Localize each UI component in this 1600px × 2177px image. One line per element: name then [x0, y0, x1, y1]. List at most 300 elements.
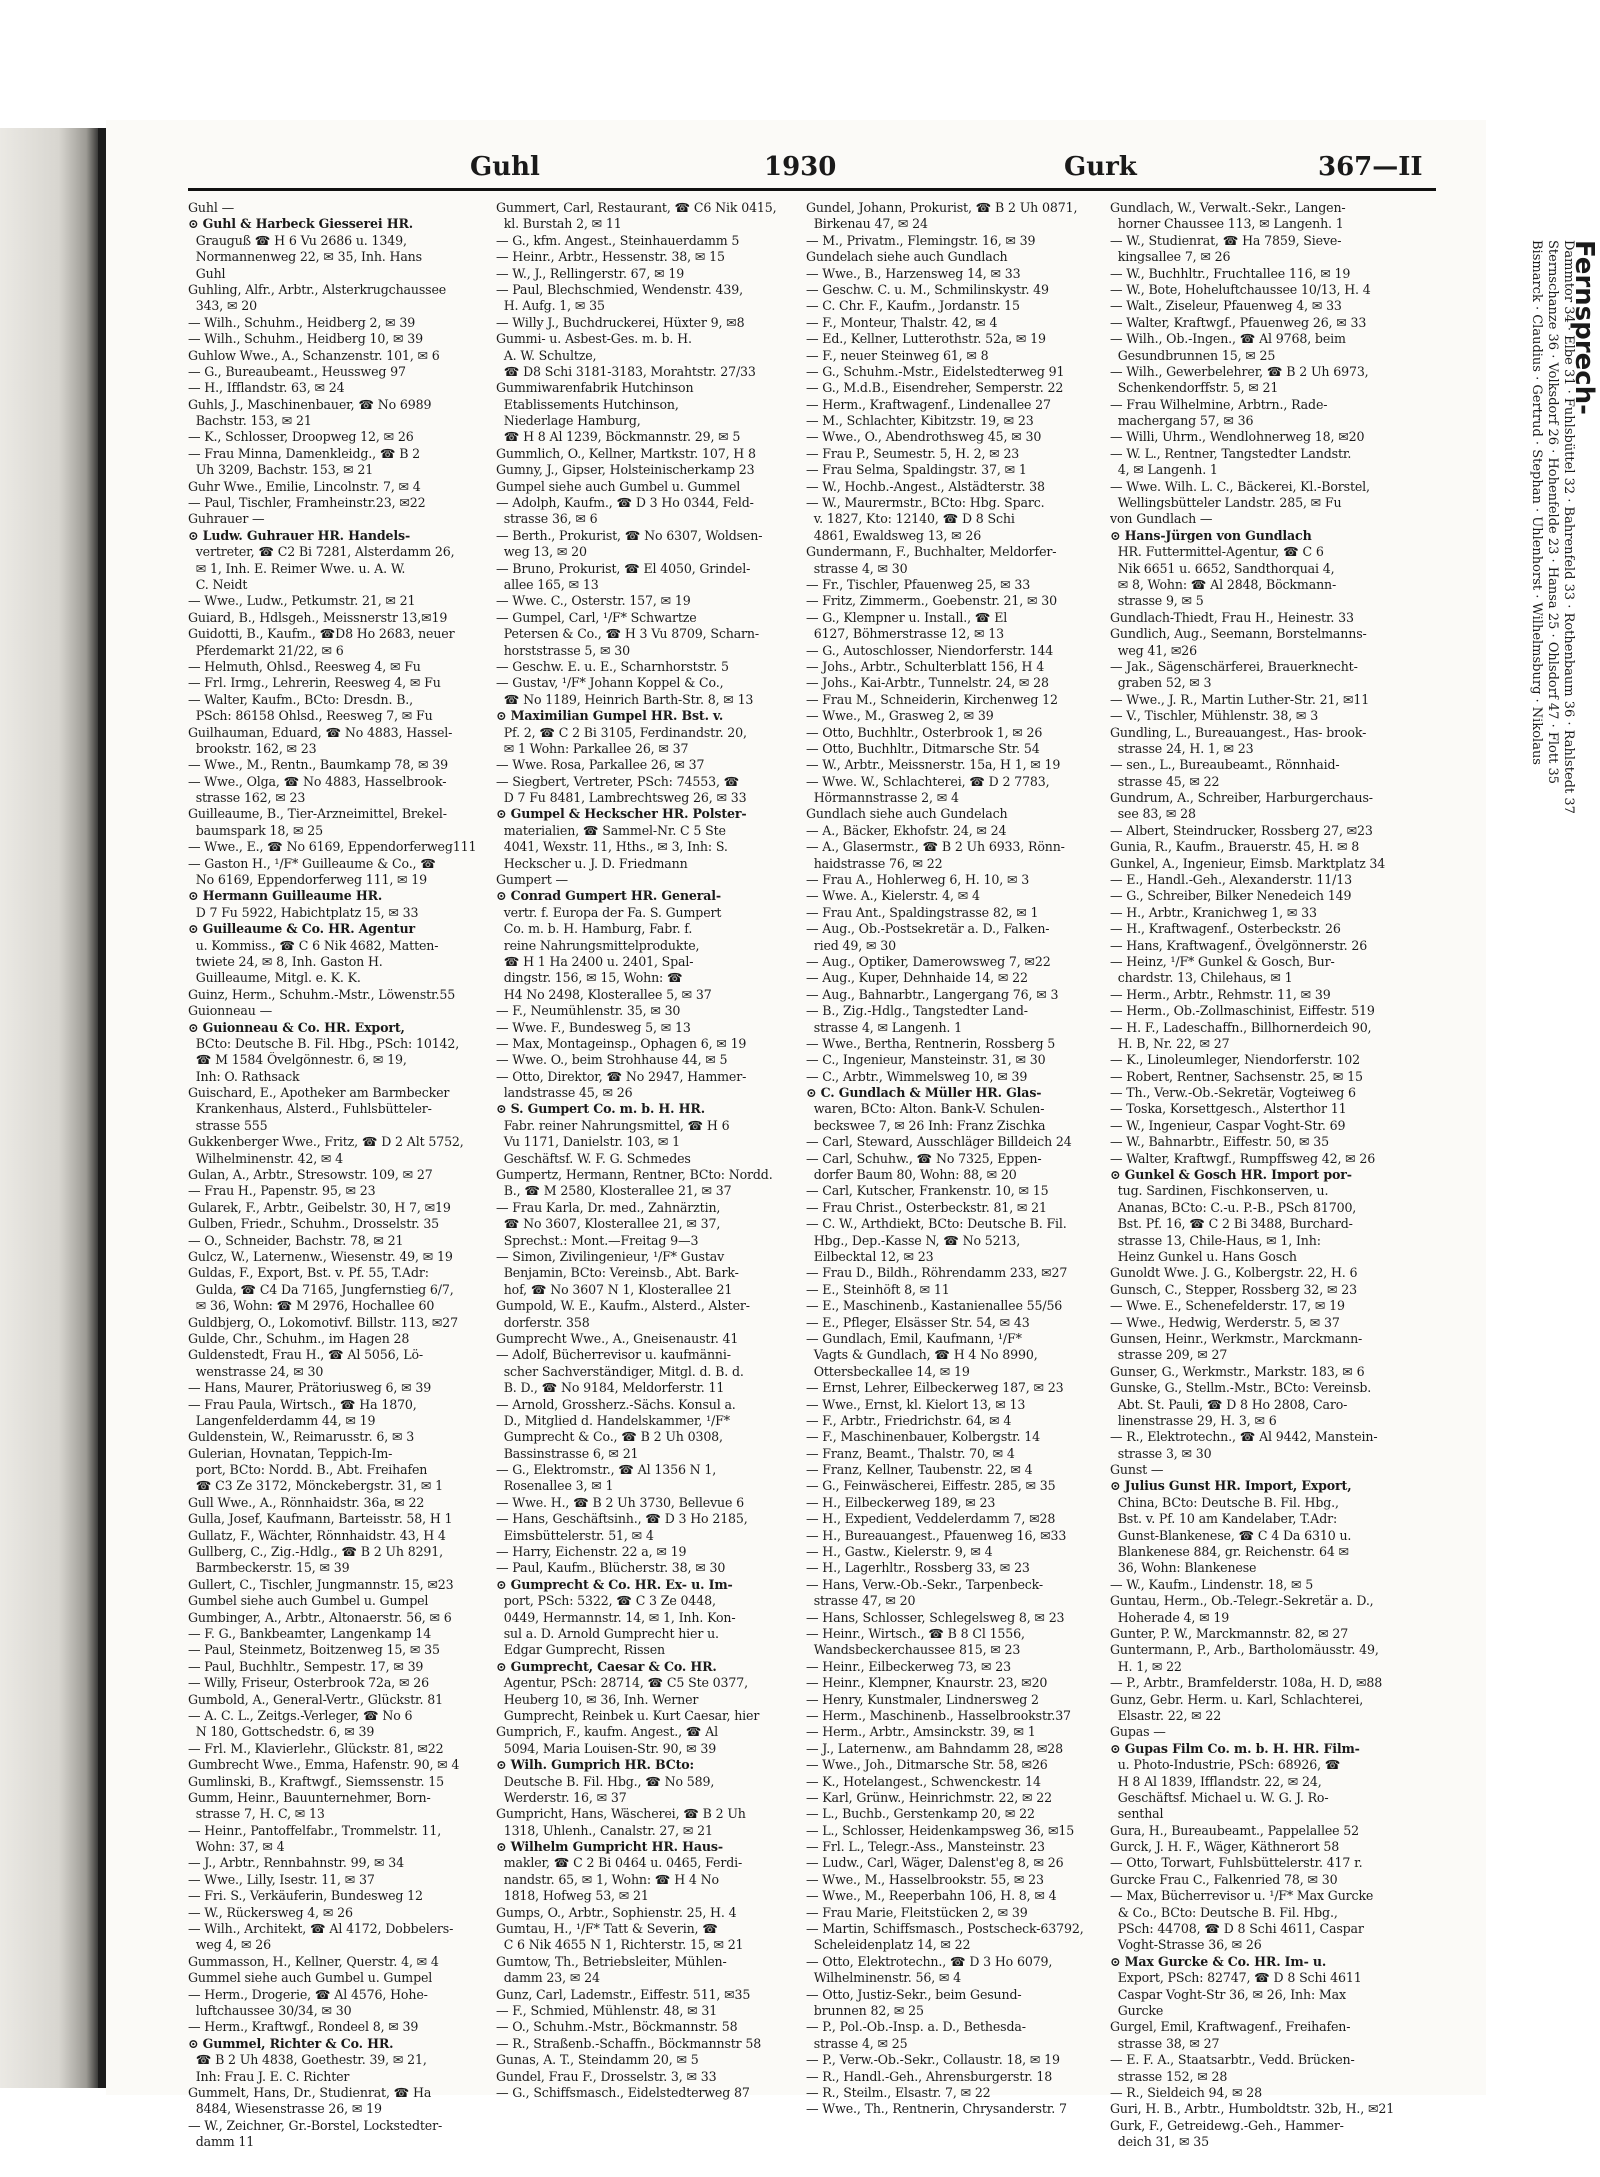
directory-entry-line: Gunst — [1110, 1462, 1164, 1478]
directory-entry-line: Etablissements Hutchinson, [496, 396, 679, 412]
directory-entry-line: — G., Feinwäscherei, Eiffestr. 285, ✉ 35 [806, 1478, 1056, 1494]
directory-entry-line: — Herm., Arbtr., Rehmstr. 11, ✉ 39 [1110, 986, 1331, 1002]
directory-entry-line: — Geschw. E. u. E., Scharnhorststr. 5 [496, 658, 729, 674]
directory-entry-line: Gullatz, F., Wächter, Rönnhaidstr. 43, H 4 [188, 1527, 446, 1543]
directory-entry-line: Gummlich, O., Kellner, Martkstr. 107, H 8 [496, 445, 756, 461]
directory-entry-line: Guinz, Herm., Schuhm.-Mstr., Löwenstr.55 [188, 986, 456, 1002]
directory-entry-line: Gumpertz, Hermann, Rentner, BCto: Nordd. [496, 1167, 773, 1183]
directory-entry-line: — Wwe. C., Osterstr. 157, ✉ 19 [496, 593, 691, 609]
directory-entry-line: Gummi- u. Asbest-Ges. m. b. H. [496, 331, 692, 347]
directory-entry-line: Gulben, Friedr., Schuhm., Drosselstr. 35 [188, 1216, 440, 1232]
directory-entry-line: Hörmannstrasse 2, ✉ 4 [806, 790, 959, 806]
directory-entry-line: — A. C. L., Zeitgs.-Verleger, ☎ No 6 [188, 1707, 413, 1723]
directory-entry-line: ⊙ Wilh. Gumprich HR. BCto: [496, 1757, 695, 1773]
directory-entry-line: — Wwe., Bertha, Rentnerin, Rossberg 5 [806, 1035, 1056, 1051]
directory-entry-line: Gunz, Gebr. Herm. u. Karl, Schlachterei, [1110, 1691, 1364, 1707]
running-head-right: Gurk [1064, 152, 1137, 182]
directory-entry-line: — C., Arbtr., Wimmelsweg 10, ✉ 39 [806, 1068, 1028, 1084]
directory-entry-line: — R., Straßenb.-Schaffn., Böckmannstr 58 [496, 2035, 762, 2051]
directory-entry-line: — Bruno, Prokurist, ☎ El 4050, Grindel- [496, 560, 751, 576]
directory-entry-line: haidstrasse 76, ✉ 22 [806, 855, 943, 871]
directory-entry-line: — Frl. Irmg., Lehrerin, Reesweg 4, ✉ Fu [188, 675, 441, 691]
directory-entry-line: kingsallee 7, ✉ 26 [1110, 249, 1231, 265]
directory-entry-line: — Frau M., Schneiderin, Kirchenweg 12 [806, 691, 1058, 707]
directory-entry-line: Guhlow Wwe., A., Schanzenstr. 101, ✉ 6 [188, 347, 440, 363]
directory-entry-line: — F., Neumühlenstr. 35, ✉ 30 [496, 1003, 681, 1019]
directory-entry-line: Guionneau — [188, 1003, 273, 1019]
directory-entry-line: Gumpert — [496, 872, 568, 888]
directory-entry-line: — Gundlach, Emil, Kaufmann, ¹/F* [806, 1330, 1022, 1346]
directory-entry-line: 8484, Wiesenstrasse 26, ✉ 19 [188, 2101, 382, 2117]
directory-entry-line: Guilhauman, Eduard, ☎ No 4883, Hassel- [188, 724, 453, 740]
directory-entry-line: damm 23, ✉ 24 [496, 1970, 600, 1986]
directory-entry-line: — V., Tischler, Mühlenstr. 38, ✉ 3 [1110, 708, 1319, 724]
directory-entry-line: — K., Hotelangest., Schwenckestr. 14 [806, 1773, 1041, 1789]
directory-entry-line: — Franz, Beamt., Thalstr. 70, ✉ 4 [806, 1445, 1015, 1461]
directory-entry-line: A. W. Schultze, [496, 347, 597, 363]
directory-entry-line: Niederlage Hamburg, [496, 413, 641, 429]
directory-entry-line: — Robert, Rentner, Sachsenstr. 25, ✉ 15 [1110, 1068, 1363, 1084]
column-2 [496, 200, 794, 2101]
directory-entry-line: Heinz Gunkel u. Hans Gosch [1110, 1249, 1297, 1264]
directory-entry-line: Rosenallee 3, ✉ 1 [496, 1478, 614, 1494]
directory-entry-line: — P., Verw.-Ob.-Sekr., Collaustr. 18, ✉ 19 [806, 2052, 1060, 2068]
directory-entry-line: Inh: O. Rathsack [188, 1068, 300, 1084]
directory-entry-line: Gurck, J. H. F., Wäger, Käthnerort 58 [1110, 1839, 1340, 1855]
directory-entry-line: dorferstr. 358 [496, 1314, 590, 1330]
directory-entry-line: makler, ☎ C 2 Bi 0464 u. 0465, Ferdi- [496, 1855, 743, 1871]
directory-entry-line: Gummelt, Hans, Dr., Studienrat, ☎ Ha [188, 2084, 432, 2100]
directory-entry-line: u. Photo-Industrie, PSch: 68926, ☎ [1110, 1757, 1341, 1773]
directory-entry-line: PSch: 86158 Ohlsd., Reesweg 7, ✉ Fu [188, 708, 433, 724]
directory-entry-line: — Johs., Kai-Arbtr., Tunnelstr. 24, ✉ 28 [806, 675, 1049, 691]
directory-entry-line: — Wwe., M., Reeperbahn 106, H. 8, ✉ 4 [806, 1888, 1057, 1904]
directory-entry-line: — Siegbert, Vertreter, PSch: 74553, ☎ [496, 773, 740, 789]
directory-entry-line: — Herm., Arbtr., Amsinckstr. 39, ✉ 1 [806, 1724, 1036, 1740]
directory-entry-line: ⊙ Ludw. Guhrauer HR. Handels- [188, 527, 411, 543]
directory-entry-line: Geschäftsf. W. F. G. Schmedes [496, 1150, 691, 1166]
directory-entry-line: China, BCto: Deutsche B. Fil. Hbg., [1110, 1494, 1339, 1510]
directory-entry-line: ⊙ Gumpel & Heckscher HR. Polster- [496, 806, 747, 822]
sidebar-title: Fernsprech- [1569, 240, 1599, 415]
directory-entry-line: Deutsche B. Fil. Hbg., ☎ No 589, [496, 1773, 715, 1789]
directory-entry-line: — Frl. M., Klavierlehr., Glückstr. 81, ✉22 [188, 1740, 444, 1756]
directory-entry-line: & Co., BCto: Deutsche B. Fil. Hbg., [1110, 1904, 1338, 1920]
directory-entry-line: Gundel, Johann, Prokurist, ☎ B 2 Uh 0871, [806, 200, 1078, 215]
directory-entry-line: port, BCto: Nordd. B., Abt. Freihafen [188, 1462, 428, 1478]
directory-entry-line: Hoherade 4, ✉ 19 [1110, 1609, 1230, 1625]
directory-entry-line: — Hans, Verw.-Ob.-Sekr., Tarpenbeck- [806, 1576, 1044, 1592]
directory-entry-line: Gunas, A. T., Steindamm 20, ✉ 5 [496, 2052, 699, 2068]
sidebar-line: Sternschanze 36 · Volksdorf 26 · Hohenfelde 23 · Hansa 25 · Ohlsdorf 47 · Flott 35 [1545, 240, 1560, 784]
directory-entry-line: — W., Arbtr., Meissnerstr. 15a, H 1, ✉ 19 [806, 757, 1061, 773]
directory-entry-line: — Helmuth, Ohlsd., Reesweg 4, ✉ Fu [188, 658, 421, 674]
directory-entry-line: Gumps, O., Arbtr., Sophienstr. 25, H. 4 [496, 1904, 737, 1920]
directory-entry-line: — G., kfm. Angest., Steinhauerdamm 5 [496, 232, 740, 248]
directory-entry-line: — K., Linoleumleger, Niendorferstr. 102 [1110, 1052, 1361, 1068]
directory-entry-line: PSch: 44708, ☎ D 8 Schi 4611, Caspar [1110, 1921, 1364, 1937]
directory-entry-line: — Frau Marie, Fleitstücken 2, ✉ 39 [806, 1904, 1028, 1920]
directory-entry-line: N 180, Gottschedstr. 6, ✉ 39 [188, 1724, 375, 1740]
directory-entry-line: — Heinz, ¹/F* Gunkel & Gosch, Bur- [1110, 953, 1335, 969]
directory-entry-line: C. Neidt [188, 576, 248, 592]
directory-entry-line: — W., Bahnarbtr., Eiffestr. 50, ✉ 35 [1110, 1134, 1330, 1150]
directory-entry-line: — G., Schuhm.-Mstr., Eidelstedterweg 91 [806, 363, 1065, 379]
directory-entry-line: Guldenstein, W., Reimarusstr. 6, ✉ 3 [188, 1429, 415, 1445]
directory-entry-line: Guhling, Alfr., Arbtr., Alsterkrugchaussee [188, 281, 447, 297]
directory-entry-line: ⊙ Guilleaume & Co. HR. Agentur [188, 921, 415, 937]
directory-entry-line: brunnen 82, ✉ 25 [806, 2002, 924, 2018]
directory-entry-line: HR. Futtermittel-Agentur, ☎ C 6 [1110, 544, 1324, 560]
directory-entry-line: — sen., L., Bureaubeamt., Rönnhaid- [1110, 757, 1340, 773]
directory-entry-line: — Gaston H., ¹/F* Guilleaume & Co., ☎ [188, 855, 436, 871]
directory-entry-line: — J., Laternenw., am Bahndamm 28, ✉28 [806, 1740, 1064, 1756]
directory-entry-line: Gunsch, C., Stepper, Rossberg 32, ✉ 23 [1110, 1281, 1357, 1297]
directory-entry-line: — W., Studienrat, ☎ Ha 7859, Sieve- [1110, 232, 1342, 248]
directory-entry-line: Export, PSch: 82747, ☎ D 8 Schi 4611 [1110, 1970, 1362, 1986]
directory-entry-line: 1318, Uhlenh., Canalstr. 27, ✉ 21 [496, 1822, 713, 1838]
directory-entry-line: Guhls, J., Maschinenbauer, ☎ No 6989 [188, 396, 432, 412]
directory-entry-line: — Frau Karla, Dr. med., Zahnärztin, [496, 1199, 721, 1215]
directory-entry-line: Gundling, L., Bureauangest., Has- brook- [1110, 724, 1367, 740]
directory-entry-line: — Walter, Kaufm., BCto: Dresdn. B., [188, 691, 414, 707]
directory-entry-line: H. B, Nr. 22, ✉ 27 [1110, 1035, 1230, 1051]
directory-entry-line: nandstr. 65, ✉ 1, Wohn: ☎ H 4 No [496, 1871, 719, 1887]
directory-entry-line: Gunkel, A., Ingenieur, Eimsb. Marktplatz 34 [1110, 855, 1386, 871]
directory-entry-line: — Martin, Schiffsmasch., Postscheck-63792, [806, 1921, 1084, 1937]
directory-entry-line: H4 No 2498, Klosterallee 5, ✉ 37 [496, 986, 712, 1002]
directory-entry-line: Gumpricht, Hans, Wäscherei, ☎ B 2 Uh [496, 1806, 746, 1822]
directory-entry-line: — Herm., Maschinenb., Hasselbrookstr.37 [806, 1707, 1071, 1723]
directory-entry-line: — Harry, Eichenstr. 22 a, ✉ 19 [496, 1544, 687, 1560]
directory-entry-line: Blankenese 884, gr. Reichenstr. 64 ✉ [1110, 1544, 1349, 1560]
directory-entry-line: — Adolph, Kaufm., ☎ D 3 Ho 0344, Feld- [496, 495, 754, 511]
directory-entry-line: — L., Schlosser, Heidenkampsweg 36, ✉15 [806, 1822, 1075, 1838]
directory-entry-line: Gumtow, Th., Betriebsleiter, Mühlen- [496, 1953, 727, 1969]
directory-entry-line: — Toska, Korsettgesch., Alsterthor 11 [1110, 1101, 1347, 1117]
directory-entry-line: wenstrasse 24, ✉ 30 [188, 1363, 324, 1379]
directory-entry-line: — Wwe. Rosa, Parkallee 26, ✉ 37 [496, 757, 705, 773]
directory-entry-line: 6127, Böhmerstrasse 12, ✉ 13 [806, 626, 1004, 642]
directory-entry-line: — Willi, Uhrm., Wendlohnerweg 18, ✉20 [1110, 429, 1365, 445]
directory-entry-line: Bassinstrasse 6, ✉ 21 [496, 1445, 639, 1461]
directory-entry-line: ⊙ Gummel, Richter & Co. HR. [188, 2035, 394, 2051]
directory-entry-line: strasse 209, ✉ 27 [1110, 1347, 1228, 1363]
directory-entry-line: — Wwe. W., Schlachterei, ☎ D 2 7783, [806, 773, 1050, 789]
directory-entry-line: — R., Steilm., Elsastr. 7, ✉ 22 [806, 2084, 991, 2100]
directory-entry-line: H. Aufg. 1, ✉ 35 [496, 298, 605, 314]
directory-entry-line: — Frl. L., Telegr.-Ass., Mansteinstr. 23 [806, 1839, 1045, 1855]
directory-entry-line: — W., Zeichner, Gr.-Borstel, Lockstedter- [188, 2117, 443, 2133]
directory-entry-line: sul a. D. Arnold Gumprecht hier u. [496, 1625, 719, 1641]
directory-entry-line: Gumtau, H., ¹/F* Tatt & Severin, ☎ [496, 1921, 718, 1937]
directory-entry-line: Guldas, F., Export, Bst. v. Pf. 55, T.Adr: [188, 1265, 429, 1281]
directory-entry-line: vertreter, ☎ C2 Bi 7281, Alsterdamm 26, [188, 544, 455, 560]
directory-entry-line: — Aug., Bahnarbtr., Langergang 76, ✉ 3 [806, 986, 1059, 1002]
directory-entry-line: Gummert, Carl, Restaurant, ☎ C6 Nik 0415, [496, 200, 777, 215]
directory-entry-line: Sprechst.: Mont.—Freitag 9—3 [496, 1232, 699, 1248]
directory-entry-line: — Wilh., Schuhm., Heidberg 2, ✉ 39 [188, 314, 416, 330]
directory-entry-line: — Paul, Kaufm., Blücherstr. 38, ✉ 30 [496, 1560, 726, 1576]
directory-entry-line: — Wwe., Th., Rentnerin, Chrysanderstr. 7 [806, 2101, 1067, 2117]
directory-entry-line: — Aug., Optiker, Damerowsweg 7, ✉22 [806, 953, 1051, 969]
directory-entry-line: Gunia, R., Kaufm., Brauerstr. 45, H. ✉ 8 [1110, 839, 1360, 855]
directory-entry-line: Edgar Gumprecht, Rissen [496, 1642, 665, 1658]
directory-entry-line: Co. m. b. H. Hamburg, Fabr. f. [496, 921, 693, 937]
directory-entry-line: ⊙ Gupas Film Co. m. b. H. HR. Film- [1110, 1740, 1360, 1756]
directory-entry-line: — B., Zig.-Hdlg., Tangstedter Land- [806, 1003, 1028, 1019]
directory-entry-line: waren, BCto: Alton. Bank-V. Schulen- [806, 1101, 1045, 1117]
directory-entry-line: ⊙ Gumprecht & Co. HR. Ex- u. Im- [496, 1576, 733, 1592]
directory-entry-line: Gulda, ☎ C4 Da 7165, Jungfernstieg 6/7, [188, 1281, 454, 1297]
directory-entry-line: Gunoldt Wwe. J. G., Kolbergstr. 22, H. 6 [1110, 1265, 1358, 1281]
directory-entry-line: Gunter, P. W., Marckmannstr. 82, ✉ 27 [1110, 1625, 1349, 1641]
directory-entry-line: ☎ H 8 Al 1239, Böckmannstr. 29, ✉ 5 [496, 429, 741, 445]
directory-entry-line: — Hans, Schlosser, Schlegelsweg 8, ✉ 23 [806, 1609, 1065, 1625]
directory-entry-line: — W., J., Rellingerstr. 67, ✉ 19 [496, 265, 685, 281]
directory-entry-line: — Otto, Buchhltr., Ditmarsche Str. 54 [806, 740, 1040, 756]
directory-entry-line: horststrasse 5, ✉ 30 [496, 642, 630, 658]
directory-entry-line: dingstr. 156, ✉ 15, Wohn: ☎ [496, 970, 683, 986]
directory-entry-line: — Walt., Ziseleur, Pfauenweg 4, ✉ 33 [1110, 298, 1342, 314]
directory-entry-line: von Gundlach — [1110, 511, 1213, 527]
directory-entry-line: — E., Steinhöft 8, ✉ 11 [806, 1281, 950, 1297]
directory-entry-line: Gundlich, Aug., Seemann, Borstelmanns- [1110, 626, 1367, 642]
directory-entry-line: — Wwe., M., Rentn., Baumkamp 78, ✉ 39 [188, 757, 448, 773]
directory-entry-line: ⊙ Guionneau & Co. HR. Export, [188, 1019, 405, 1035]
directory-entry-line: — Frau Paula, Wirtsch., ☎ Ha 1870, [188, 1396, 417, 1412]
directory-entry-line: — Henry, Kunstmaler, Lindnersweg 2 [806, 1691, 1039, 1707]
directory-entry-line: — W., Kaufm., Lindenstr. 18, ✉ 5 [1110, 1576, 1314, 1592]
directory-entry-line: — R., Elektrotechn., ☎ Al 9442, Manstein- [1110, 1429, 1378, 1445]
directory-entry-line: — G., Schreiber, Bilker Nenedeich 149 [1110, 888, 1352, 904]
directory-entry-line: graben 52, ✉ 3 [1110, 675, 1212, 691]
directory-entry-line: — F., Arbtr., Friedrichstr. 64, ✉ 4 [806, 1412, 1012, 1428]
directory-entry-line: Gurgel, Emil, Kraftwagenf., Freihafen- [1110, 2019, 1351, 2035]
directory-entry-line: Vagts & Gundlach, ☎ H 4 No 8990, [806, 1347, 1038, 1363]
directory-entry-line: — H., Gastw., Kielerstr. 9, ✉ 4 [806, 1544, 993, 1560]
directory-entry-line: — E., Pfleger, Elsässer Str. 54, ✉ 43 [806, 1314, 1030, 1330]
directory-entry-line: Gummiwarenfabrik Hutchinson [496, 380, 694, 396]
directory-entry-line: — O., Schneider, Bachstr. 78, ✉ 21 [188, 1232, 404, 1248]
directory-entry-line: Bachstr. 153, ✉ 21 [188, 413, 312, 429]
directory-entry-line: ✉ 1 Wohn: Parkallee 26, ✉ 37 [496, 740, 689, 756]
directory-entry-line: Schenkendorffstr. 5, ✉ 21 [1110, 380, 1279, 396]
directory-entry-line: — Geschw. C. u. M., Schmilinskystr. 49 [806, 281, 1049, 297]
directory-entry-line: ⊙ Gumprecht, Caesar & Co. HR. [496, 1658, 717, 1674]
directory-entry-line: ☎ No 1189, Heinrich Barth-Str. 8, ✉ 13 [496, 691, 754, 707]
directory-entry-line: Eimsbüttelerstr. 51, ✉ 4 [496, 1527, 654, 1543]
directory-entry-line: — Wwe., O., Abendrothsweg 45, ✉ 30 [806, 429, 1042, 445]
directory-entry-line: Gulerian, Hovnatan, Teppich-Im- [188, 1445, 393, 1461]
directory-entry-line: Bst. Pf. 16, ☎ C 2 Bi 3488, Burchard- [1110, 1216, 1353, 1232]
directory-entry-line: — W., Buchhltr., Fruchtallee 116, ✉ 19 [1110, 265, 1351, 281]
directory-entry-line: — C. Chr. F., Kaufm., Jordanstr. 15 [806, 298, 1020, 314]
directory-entry-line: — H., Kraftwagenf., Osterbeckstr. 26 [1110, 921, 1341, 937]
directory-entry-line: — Heinr., Pantoffelfabr., Trommelstr. 11, [188, 1822, 442, 1838]
directory-entry-line: materialien, ☎ Sammel-Nr. C 5 Ste [496, 822, 726, 838]
directory-entry-line: senthal [1110, 1806, 1164, 1822]
directory-entry-line: — Aug., Ob.-Postsekretär a. D., Falken- [806, 921, 1050, 937]
directory-entry-line: — Otto, Torwart, Fuhlsbüttelerstr. 417 r. [1110, 1855, 1363, 1871]
directory-entry-line: — Heinr., Klempner, Knaurstr. 23, ✉20 [806, 1675, 1048, 1691]
directory-entry-line: ⊙ Maximilian Gumpel HR. Bst. v. [496, 708, 724, 724]
directory-entry-line: Gumpel siehe auch Gumbel u. Gummel [496, 478, 741, 494]
directory-entry-line: Gumlinski, B., Kraftwgf., Siemssenstr. 15 [188, 1773, 444, 1789]
directory-entry-line: — F., Maschinenbauer, Kolbergstr. 14 [806, 1429, 1040, 1445]
directory-entry-line: u. Kommiss., ☎ C 6 Nik 4682, Matten- [188, 937, 439, 953]
directory-entry-line: — M., Privatm., Flemingstr. 16, ✉ 39 [806, 232, 1036, 248]
directory-entry-line: — G., Autoschlosser, Niendorferstr. 144 [806, 642, 1054, 658]
directory-entry-line: — C., Ingenieur, Mansteinstr. 31, ✉ 30 [806, 1052, 1046, 1068]
directory-entry-line: — A., Bäcker, Ekhofstr. 24, ✉ 24 [806, 822, 1007, 838]
directory-entry-line: — Adolf, Bücherrevisor u. kaufmänni- [496, 1347, 731, 1363]
directory-entry-line: — H., Lagerhltr., Rossberg 33, ✉ 23 [806, 1560, 1030, 1576]
directory-entry-line: — Hans, Maurer, Prätoriusweg 6, ✉ 39 [188, 1380, 432, 1396]
directory-entry-line: — Wwe., E., ☎ No 6169, Eppendorferweg111 [188, 839, 477, 855]
directory-entry-line: — Frau Ant., Spaldingstrasse 82, ✉ 1 [806, 904, 1039, 920]
directory-entry-line: ⊙ C. Gundlach & Müller HR. Glas- [806, 1085, 1042, 1101]
directory-entry-line: strasse 4, ✉ 30 [806, 560, 908, 576]
directory-entry-line: Gumprecht & Co., ☎ B 2 Uh 0308, [496, 1429, 723, 1445]
directory-entry-line: — W., Rückersweg 4, ✉ 26 [188, 1904, 353, 1920]
directory-entry-line: — Willy, Friseur, Osterbrook 72a, ✉ 26 [188, 1675, 429, 1691]
directory-entry-line: — Wwe. F., Bundesweg 5, ✉ 13 [496, 1019, 691, 1035]
directory-entry-line: Guilleaume, B., Tier-Arzneimittel, Brekel- [188, 806, 447, 822]
directory-entry-line: — F., neuer Steinweg 61, ✉ 8 [806, 347, 989, 363]
directory-entry-line: — W. L., Rentner, Tangstedter Landstr. [1110, 445, 1352, 461]
sidebar-line: Bismarck · Claudius · Gertrud · Stephan · Uhlenhorst · Wilhelmsburg · Nikolaus [1529, 240, 1544, 765]
directory-entry-line: — Heinr., Eilbeckerweg 73, ✉ 23 [806, 1658, 1011, 1674]
directory-entry-line: strasse 38, ✉ 27 [1110, 2035, 1220, 2051]
directory-entry-line: B. D., ☎ No 9184, Meldorferstr. 11 [496, 1380, 725, 1396]
directory-entry-line: — M., Schlachter, Kibitzstr. 19, ✉ 23 [806, 413, 1034, 429]
directory-entry-line: — O., Schuhm.-Mstr., Böckmannstr. 58 [496, 2019, 738, 2035]
column-3 [806, 200, 1102, 2118]
directory-entry-line: — H., Arbtr., Kranichweg 1, ✉ 33 [1110, 904, 1317, 920]
directory-entry-line: Heuberg 10, ✉ 36, Inh. Werner [496, 1691, 699, 1707]
directory-entry-line: — Ernst, Lehrer, Eilbeckerweg 187, ✉ 23 [806, 1380, 1064, 1396]
directory-entry-line: — Hans, Geschäftsinh., ☎ D 3 Ho 2185, [496, 1511, 748, 1527]
directory-entry-line: — Gumpel, Carl, ¹/F* Schwartze [496, 609, 697, 625]
directory-entry-line: Gurk, F., Getreidewg.-Geh., Hammer- [1110, 2117, 1344, 2133]
directory-entry-line: see 83, ✉ 28 [1110, 806, 1196, 822]
directory-entry-line: Gumbold, A., General-Vertr., Glückstr. 81 [188, 1691, 443, 1707]
directory-entry-line: Voght-Strasse 36, ✉ 26 [1110, 1937, 1262, 1953]
directory-entry-line: — P., Arbtr., Bramfelderstr. 108a, H. D, ✉88 [1110, 1675, 1383, 1691]
directory-entry-line: Gumprich, F., kaufm. Angest., ☎ Al [496, 1724, 719, 1740]
directory-entry-line: 4861, Ewaldsweg 13, ✉ 26 [806, 527, 982, 543]
directory-entry-line: — Paul, Blechschmied, Wendenstr. 439, [496, 281, 743, 297]
directory-entry-line: — Frau Christ., Osterbeckstr. 81, ✉ 21 [806, 1199, 1047, 1215]
directory-entry-line: ⊙ Hans-Jürgen von Gundlach [1110, 527, 1312, 543]
column-4 [1110, 200, 1408, 2150]
directory-entry-line: Gumbinger, A., Arbtr., Altonaerstr. 56, ✉ 6 [188, 1609, 452, 1625]
directory-entry-line: baumspark 18, ✉ 25 [188, 822, 323, 838]
directory-entry-line: Gulcz, W., Laternenw., Wiesenstr. 49, ✉ 19 [188, 1249, 453, 1264]
directory-entry-line: horner Chaussee 113, ✉ Langenh. 1 [1110, 216, 1344, 232]
directory-entry-line: — Carl, Kutscher, Frankenstr. 10, ✉ 15 [806, 1183, 1049, 1199]
directory-entry-line: — Aug., Kuper, Dehnhaide 14, ✉ 22 [806, 970, 1028, 986]
directory-entry-line: Gullberg, C., Zig.-Hdlg., ☎ B 2 Uh 8291, [188, 1544, 444, 1560]
directory-entry-line: — Wwe., M., Hasselbrookstr. 55, ✉ 23 [806, 1871, 1044, 1887]
directory-entry-line: Wilhelminenstr. 56, ✉ 4 [806, 1970, 962, 1986]
directory-entry-line: ☎ H 1 Ha 2400 u. 2401, Spal- [496, 953, 694, 969]
directory-entry-line: Gunske, G., Stellm.-Mstr., BCto: Vereinsb. [1110, 1380, 1372, 1396]
directory-entry-line: ☎ D8 Schi 3181-3183, Morahtstr. 27/33 [496, 363, 756, 379]
directory-entry-line: — A., Glasermstr., ☎ B 2 Uh 6933, Rönn- [806, 839, 1065, 855]
directory-entry-line: — Otto, Direktor, ☎ No 2947, Hammer- [496, 1068, 747, 1084]
directory-entry-line: — Fr., Tischler, Pfauenweg 25, ✉ 33 [806, 576, 1031, 592]
directory-entry-line: — Wilh., Architekt, ☎ Al 4172, Dobbelers- [188, 1921, 454, 1937]
directory-entry-line: strasse 45, ✉ 22 [1110, 773, 1220, 789]
directory-entry-line: strasse 24, H. 1, ✉ 23 [1110, 740, 1254, 756]
directory-entry-line: — Carl, Schuhw., ☎ No 7325, Eppen- [806, 1150, 1042, 1166]
directory-entry-line: Guidotti, B., Kaufm., ☎D8 Ho 2683, neuer [188, 626, 455, 642]
directory-entry-line: — Wilh., Schuhm., Heidberg 10, ✉ 39 [188, 331, 423, 347]
directory-entry-line: — J., Arbtr., Rennbahnstr. 99, ✉ 34 [188, 1855, 405, 1871]
directory-entry-line: strasse 4, ✉ 25 [806, 2035, 908, 2051]
directory-entry-line: — Fri. S., Verkäuferin, Bundesweg 12 [188, 1888, 423, 1904]
directory-entry-line: tug. Sardinen, Fischkonserven, u. [1110, 1183, 1329, 1199]
directory-entry-line: Guhr Wwe., Emilie, Lincolnstr. 7, ✉ 4 [188, 478, 421, 494]
directory-entry-line: Normannenweg 22, ✉ 35, Inh. Hans [188, 249, 422, 265]
directory-entry-line: — Arnold, Grossherz.-Sächs. Konsul a. [496, 1396, 736, 1412]
directory-entry-line: hof, ☎ No 3607 N 1, Klosterallee 21 [496, 1281, 733, 1297]
directory-entry-line: Guilleaume, Mitgl. e. K. K. [188, 970, 361, 986]
directory-entry-line: Langenfelderdamm 44, ✉ 19 [188, 1412, 376, 1428]
directory-entry-line: — Wwe. Wilh. L. C., Bäckerei, Kl.-Borstel, [1110, 478, 1370, 494]
directory-entry-line: H. 1, ✉ 22 [1110, 1658, 1182, 1674]
directory-entry-line: — Fritz, Zimmerm., Goebenstr. 21, ✉ 30 [806, 593, 1057, 609]
directory-entry-line: Benjamin, BCto: Vereinsb., Abt. Bark- [496, 1265, 739, 1281]
directory-entry-line: — Wwe., Joh., Ditmarsche Str. 58, ✉26 [806, 1757, 1048, 1773]
directory-entry-line: Gesundbrunnen 15, ✉ 25 [1110, 347, 1276, 363]
directory-entry-line: Gulla, Josef, Kaufmann, Barteisstr. 58, H 1 [188, 1511, 453, 1527]
directory-entry-line: — Frau H., Papenstr. 95, ✉ 23 [188, 1183, 376, 1199]
header-rule [188, 188, 1436, 191]
directory-entry-line: No 6169, Eppendorferweg 111, ✉ 19 [188, 872, 428, 888]
directory-entry-line: — Herm., Drogerie, ☎ Al 4576, Hohe- [188, 1986, 428, 2002]
directory-entry-line: — Wwe., Ernst, kl. Kielort 13, ✉ 13 [806, 1396, 1026, 1412]
directory-entry-line: 343, ✉ 20 [188, 298, 257, 314]
sidebar-text [1528, 240, 1599, 814]
directory-entry-line: Inh: Frau J. E. C. Richter [188, 2068, 350, 2084]
directory-entry-line: — G., Elektromstr., ☎ Al 1356 N 1, [496, 1462, 717, 1478]
directory-entry-line: — Albert, Steindrucker, Rossberg 27, ✉23 [1110, 822, 1373, 838]
directory-entry-line: Gumpold, W. E., Kaufm., Alsterd., Alster- [496, 1298, 750, 1314]
directory-entry-line: Gura, H., Bureaubeamt., Pappelallee 52 [1110, 1822, 1360, 1838]
directory-entry-line: — Wwe., Ludw., Petkumstr. 21, ✉ 21 [188, 593, 416, 609]
directory-entry-line: allee 165, ✉ 13 [496, 576, 599, 592]
directory-entry-line: strasse 3, ✉ 30 [1110, 1445, 1212, 1461]
directory-entry-line: ☎ No 3607, Klosterallee 21, ✉ 37, [496, 1216, 721, 1232]
directory-entry-line: — Gustav, ¹/F* Johann Koppel & Co., [496, 675, 724, 691]
directory-entry-line: ⊙ Hermann Guilleaume HR. [188, 888, 383, 904]
running-head-left: Guhl [470, 152, 540, 182]
directory-entry-line: Scheleidenplatz 14, ✉ 22 [806, 1937, 971, 1953]
directory-entry-line: — Franz, Kellner, Taubenstr. 22, ✉ 4 [806, 1462, 1033, 1478]
directory-entry-line: scher Sachverständiger, Mitgl. d. B. d. [496, 1363, 744, 1379]
directory-entry-line: Ottersbeckallee 14, ✉ 19 [806, 1363, 970, 1379]
directory-entry-line: — Wwe. E., Schenefelderstr. 17, ✉ 19 [1110, 1298, 1345, 1314]
directory-entry-line: — H., Eilbeckerweg 189, ✉ 23 [806, 1494, 996, 1510]
directory-entry-line: Gurcke [1110, 2002, 1164, 2018]
directory-entry-line: Vu 1171, Danielstr. 103, ✉ 1 [496, 1134, 680, 1150]
directory-entry-line: Guri, H. B., Arbtr., Humboldtstr. 32b, H., ✉21 [1110, 2101, 1395, 2117]
directory-entry-line: landstrasse 45, ✉ 26 [496, 1085, 633, 1101]
directory-entry-line: ☎ M 1584 Övelgönnestr. 6, ✉ 19, [188, 1052, 407, 1068]
